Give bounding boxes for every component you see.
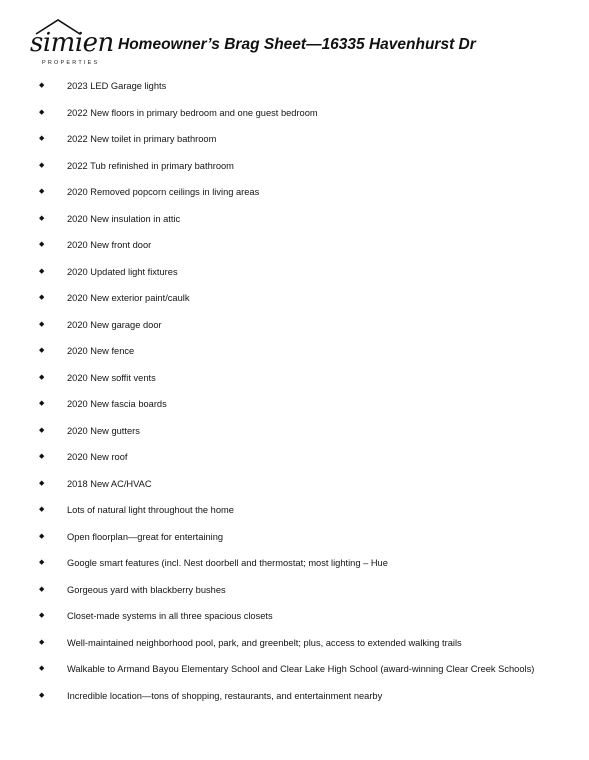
list-item-text: Well-maintained neighborhood pool, park, and greenbelt; plus, access to extended walking trails bbox=[67, 637, 462, 648]
diamond-bullet-icon: ◆ bbox=[39, 691, 45, 699]
diamond-bullet-icon: ◆ bbox=[39, 294, 45, 301]
logo-wordmark: simien bbox=[30, 28, 114, 58]
list-item-text: 2020 New roof bbox=[67, 452, 128, 462]
list-item bbox=[38, 477, 578, 504]
diamond-bullet-icon: ◆ bbox=[39, 612, 45, 619]
list-item-text: 2020 New insulation in attic bbox=[67, 213, 181, 224]
diamond-bullet-icon: ◆ bbox=[39, 638, 45, 646]
diamond-bullet-icon: ◆ bbox=[39, 320, 45, 328]
diamond-bullet-icon: ◆ bbox=[39, 426, 45, 434]
simien-properties-logo bbox=[30, 14, 112, 76]
list-item bbox=[38, 212, 578, 239]
diamond-bullet-icon: ◆ bbox=[39, 161, 45, 169]
list-item bbox=[38, 636, 578, 663]
list-item-text: 2023 LED Garage lights bbox=[67, 81, 167, 91]
list-item-text: Google smart features (incl. Nest doorbell and thermostat; most lighting – Hue bbox=[67, 558, 388, 568]
diamond-bullet-icon: ◆ bbox=[39, 188, 45, 195]
list-item bbox=[38, 450, 578, 477]
diamond-bullet-icon: ◆ bbox=[39, 135, 45, 142]
list-item bbox=[38, 371, 578, 398]
list-item-text: 2020 New garage door bbox=[67, 319, 162, 330]
list-item bbox=[38, 609, 578, 636]
diamond-bullet-icon: ◆ bbox=[39, 665, 45, 672]
diamond-bullet-icon: ◆ bbox=[39, 532, 45, 540]
list-item bbox=[38, 556, 578, 583]
list-item-text: 2020 New exterior paint/caulk bbox=[67, 293, 190, 303]
list-item-text: 2020 Updated light fixtures bbox=[67, 266, 178, 277]
list-item bbox=[38, 185, 578, 212]
list-item bbox=[38, 503, 578, 530]
list-item bbox=[38, 424, 578, 451]
header bbox=[30, 14, 570, 84]
diamond-bullet-icon: ◆ bbox=[39, 479, 45, 487]
list-item bbox=[38, 530, 578, 557]
diamond-bullet-icon: ◆ bbox=[39, 400, 45, 407]
diamond-bullet-icon: ◆ bbox=[39, 214, 45, 222]
list-item bbox=[38, 397, 578, 424]
diamond-bullet-icon: ◆ bbox=[39, 453, 45, 460]
list-item-text: 2020 New gutters bbox=[67, 425, 140, 436]
list-item-text: Open floorplan—great for entertaining bbox=[67, 531, 224, 542]
list-item bbox=[38, 79, 578, 106]
feature-list bbox=[38, 79, 578, 715]
list-item-text: 2022 New toilet in primary bathroom bbox=[67, 134, 217, 144]
list-item-text: 2022 Tub refinished in primary bathroom bbox=[67, 160, 234, 171]
diamond-bullet-icon: ◆ bbox=[39, 347, 45, 354]
list-item bbox=[38, 318, 578, 345]
list-item-text: 2020 New fascia boards bbox=[67, 399, 167, 409]
list-item bbox=[38, 132, 578, 159]
diamond-bullet-icon: ◆ bbox=[39, 585, 45, 593]
list-item bbox=[38, 662, 578, 689]
list-item bbox=[38, 106, 578, 133]
list-item bbox=[38, 159, 578, 186]
list-item bbox=[38, 238, 578, 265]
list-item bbox=[38, 689, 578, 716]
list-item-text: Gorgeous yard with blackberry bushes bbox=[67, 584, 226, 595]
diamond-bullet-icon: ◆ bbox=[39, 506, 45, 513]
list-item bbox=[38, 291, 578, 318]
list-item-text: 2020 Removed popcorn ceilings in living areas bbox=[67, 187, 260, 197]
list-item-text: 2020 New fence bbox=[67, 346, 135, 356]
logo-subtitle: PROPERTIES bbox=[42, 60, 100, 66]
list-item-text: Walkable to Armand Bayou Elementary School and Clear Lake High School (award-winning Clear Creek Schools) bbox=[67, 664, 535, 674]
page-title: Homeowner’s Brag Sheet—16335 Havenhurst Dr bbox=[118, 36, 476, 53]
diamond-bullet-icon: ◆ bbox=[39, 108, 45, 116]
diamond-bullet-icon: ◆ bbox=[39, 241, 45, 248]
list-item-text: Lots of natural light throughout the home bbox=[67, 505, 234, 515]
list-item-text: 2018 New AC/HVAC bbox=[67, 478, 152, 489]
diamond-bullet-icon: ◆ bbox=[39, 559, 45, 566]
list-item-text: 2020 New front door bbox=[67, 240, 152, 250]
diamond-bullet-icon: ◆ bbox=[39, 373, 45, 381]
diamond-bullet-icon: ◆ bbox=[39, 267, 45, 275]
diamond-bullet-icon: ◆ bbox=[39, 82, 45, 89]
list-item bbox=[38, 583, 578, 610]
list-item bbox=[38, 344, 578, 371]
list-item bbox=[38, 265, 578, 292]
list-item-text: Incredible location—tons of shopping, restaurants, and entertainment nearby bbox=[67, 690, 383, 701]
list-item-text: 2022 New floors in primary bedroom and one guest bedroom bbox=[67, 107, 318, 118]
list-item-text: 2020 New soffit vents bbox=[67, 372, 156, 383]
list-item-text: Closet-made systems in all three spacious closets bbox=[67, 611, 273, 621]
